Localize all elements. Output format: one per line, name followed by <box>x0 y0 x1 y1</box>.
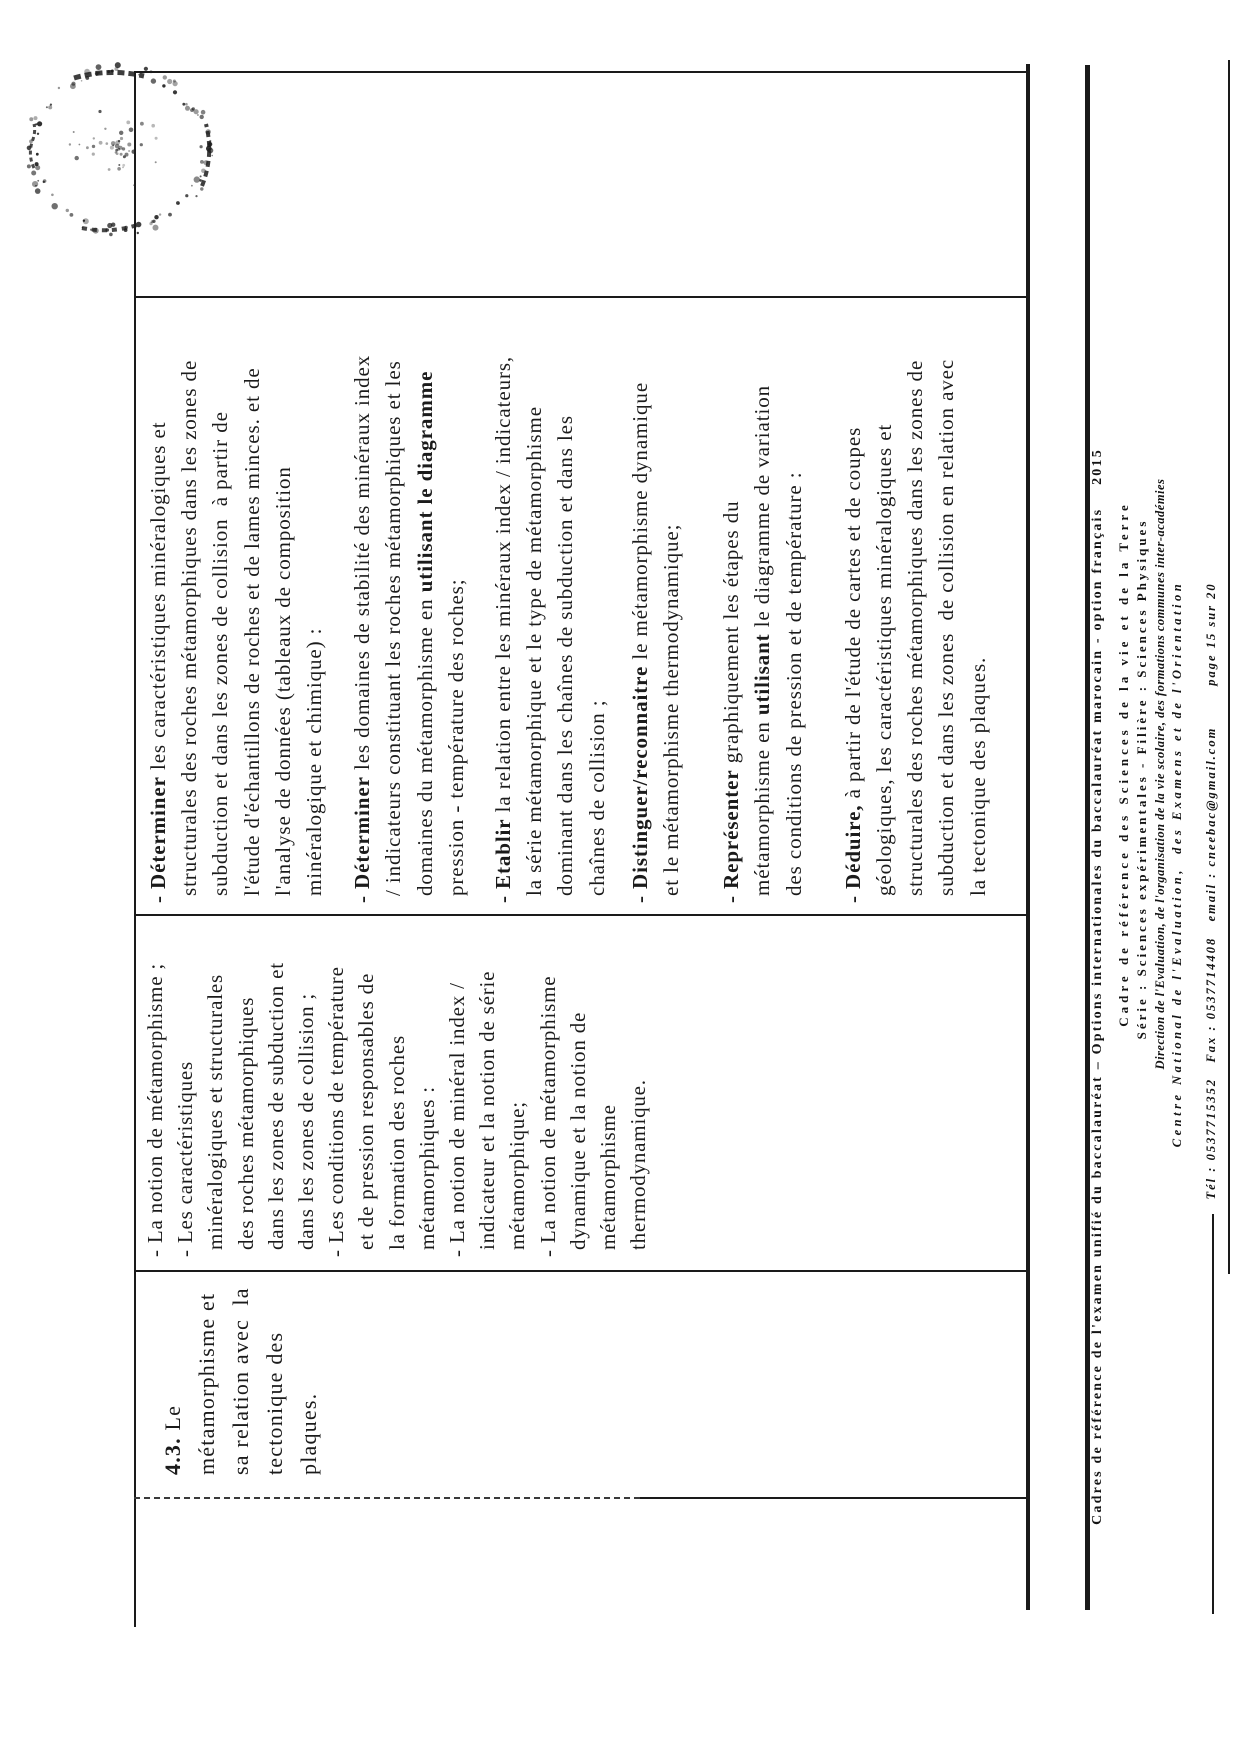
text: la série métamorphique et le type de métamorphisme <box>522 406 547 896</box>
page-bottom-rule <box>1212 1214 1214 1614</box>
text: graphiquement les étapes du <box>719 500 744 770</box>
footer-line-5: Centre National de l'Evaluation, des Examens et de l'Orientation <box>1170 580 1184 1148</box>
footer-contact: Tél : 0537715352 Fax : 0537714408 email : cneebac@gmail.com <box>1204 726 1218 1200</box>
skill-line <box>747 293 778 903</box>
text: structurales des roches métamorphiques dans les zones de <box>177 359 202 896</box>
table-right-border <box>134 71 1030 73</box>
notion-line: dans les zones de subduction et <box>263 962 288 1250</box>
skill-bullet <box>143 293 330 903</box>
notion-line: la formation des roches <box>384 1035 409 1250</box>
table-left-border-dashed <box>134 1497 640 1499</box>
bold-text: - Déterminer <box>350 776 375 903</box>
bold-text: utilisant le diagramme <box>412 370 437 593</box>
text: tectonique des <box>262 1331 287 1475</box>
skill-line <box>656 293 687 903</box>
notion-line: - Les conditions de température <box>324 966 349 1257</box>
text: plaques. <box>296 1392 321 1475</box>
column-separator-2 <box>134 914 1028 916</box>
notion-line: dynamique et la notion de <box>565 1011 590 1250</box>
skill-bullet <box>838 293 994 903</box>
footer-gap <box>1204 686 1218 727</box>
notion-line: minéralogiques et structurales <box>203 974 228 1250</box>
circular-ink-stamp <box>22 58 216 238</box>
bold-text: utilisant <box>750 633 775 716</box>
text: les domaines de stabilité des minéraux index <box>350 354 375 777</box>
text: chaînes de collision ; <box>584 699 609 896</box>
skill-line <box>869 293 900 903</box>
skills-cell <box>143 293 994 903</box>
skill-line <box>299 293 330 903</box>
notion-line: - La notion de minéral index / <box>445 982 470 1257</box>
skill-bullet <box>347 293 472 903</box>
text: subduction et dans les zones de collision en relation avec <box>934 358 959 896</box>
skill-line <box>550 293 581 903</box>
text: la relation entre les minéraux index / indicateurs, <box>491 355 516 819</box>
text: dominant dans les chaînes de subduction et dans les <box>553 415 578 896</box>
text: structurales des roches métamorphiques dans les zones de <box>903 359 928 896</box>
bold-text: - Etablir <box>491 818 516 903</box>
footer-line-2: Cadre de référence des Sciences de la vie et de la Terre <box>1116 501 1131 1027</box>
text: le métamorphisme dynamique <box>627 381 652 666</box>
text: à partir de l'étude de cartes et de coupes <box>840 426 865 805</box>
skill-line <box>347 293 378 903</box>
skill-line <box>441 293 472 903</box>
text: / indicateurs constituant les roches métamorphiques et les <box>381 360 406 896</box>
footer-page-number: page 15 sur 20 <box>1204 582 1218 686</box>
skill-line <box>838 293 869 903</box>
notion-line: - La notion de métamorphisme <box>535 975 560 1257</box>
notion-line: indicateur et la notion de série <box>475 970 500 1250</box>
skill-line <box>410 293 441 903</box>
text: le diagramme de variation <box>750 384 775 634</box>
notion-line: - La notion de métamorphisme ; <box>143 962 167 1257</box>
skill-line <box>900 293 931 903</box>
text: et le métamorphisme thermodynamique; <box>659 523 684 896</box>
skill-line <box>931 293 962 903</box>
footer-line-4: Direction de l'Evaluation, de l'organisation de la vie scolaire, des formations communes inter-académies <box>1153 478 1167 1070</box>
notion-line: métamorphisme <box>596 1104 621 1250</box>
footer-line-1: Cadres de référence de l'examen unifié du baccalauréat – Options internationales du baccalauréat marocain - option français 2015 <box>1090 448 1105 1525</box>
skill-line <box>237 293 268 903</box>
text: les caractéristiques minéralogiques et <box>146 421 170 777</box>
text: domaines du métamorphisme en <box>412 592 437 896</box>
text: l'étude d'échantillons de roches et de lames minces. et de <box>239 367 264 896</box>
skill-line <box>174 293 205 903</box>
footer-line-3: Série : Sciences expérimentales - Filière : Sciences Physiques <box>1134 518 1149 1040</box>
skill-line <box>779 293 810 903</box>
text: l'analyse de données (tableaux de composition <box>270 466 295 896</box>
bold-text: 4.3. <box>160 1437 185 1475</box>
skill-bullet <box>488 293 613 903</box>
skill-line <box>205 293 236 903</box>
text: minéralogique et chimique) : <box>302 627 327 896</box>
skill-line <box>378 293 409 903</box>
skill-line <box>519 293 550 903</box>
table-left-border-solid <box>640 1497 1028 1499</box>
text: la tectonique des plaques. <box>965 656 990 896</box>
bold-text: - Déduire, <box>840 804 865 903</box>
bold-text: - Représenter <box>719 769 744 903</box>
skill-line <box>963 293 994 903</box>
text: des conditions de pression et de température : <box>781 471 806 896</box>
skill-bullet <box>625 293 687 903</box>
text: subduction et dans les zones de collision à partir de <box>208 411 233 896</box>
skill-line <box>143 293 174 903</box>
text: métamorphisme en <box>750 715 775 896</box>
text: métamorphisme et <box>194 1292 219 1475</box>
notion-line: et de pression responsables de <box>354 972 379 1250</box>
notion-line: - Les caractéristiques <box>173 1060 198 1257</box>
bold-text: - Déterminer <box>146 776 170 903</box>
skill-line <box>582 293 613 903</box>
text: Le <box>160 1404 185 1438</box>
notion-line: métamorphique; <box>505 1101 530 1250</box>
page-bottom-rule-2 <box>1228 60 1230 1274</box>
bold-text: - Distinguer/reconnaitre <box>627 665 652 903</box>
notion-line: dans les zones de collision ; <box>294 992 319 1250</box>
notion-line: métamorphiques : <box>414 1086 439 1250</box>
notions-cell <box>140 921 653 1257</box>
skill-line <box>625 293 656 903</box>
section-title-cell <box>156 1265 326 1475</box>
table-top-border <box>134 71 136 1627</box>
notion-line: thermodynamique. <box>626 1079 651 1250</box>
skill-line <box>488 293 519 903</box>
text: sa relation avec la <box>228 1287 253 1475</box>
text: pression - température des roches; <box>443 578 468 896</box>
skill-line <box>716 293 747 903</box>
notion-line: des roches métamorphiques <box>233 996 258 1250</box>
text: géologiques, les caractéristiques minéralogiques et <box>872 423 897 896</box>
skill-bullet <box>716 293 810 903</box>
skill-line <box>268 293 299 903</box>
